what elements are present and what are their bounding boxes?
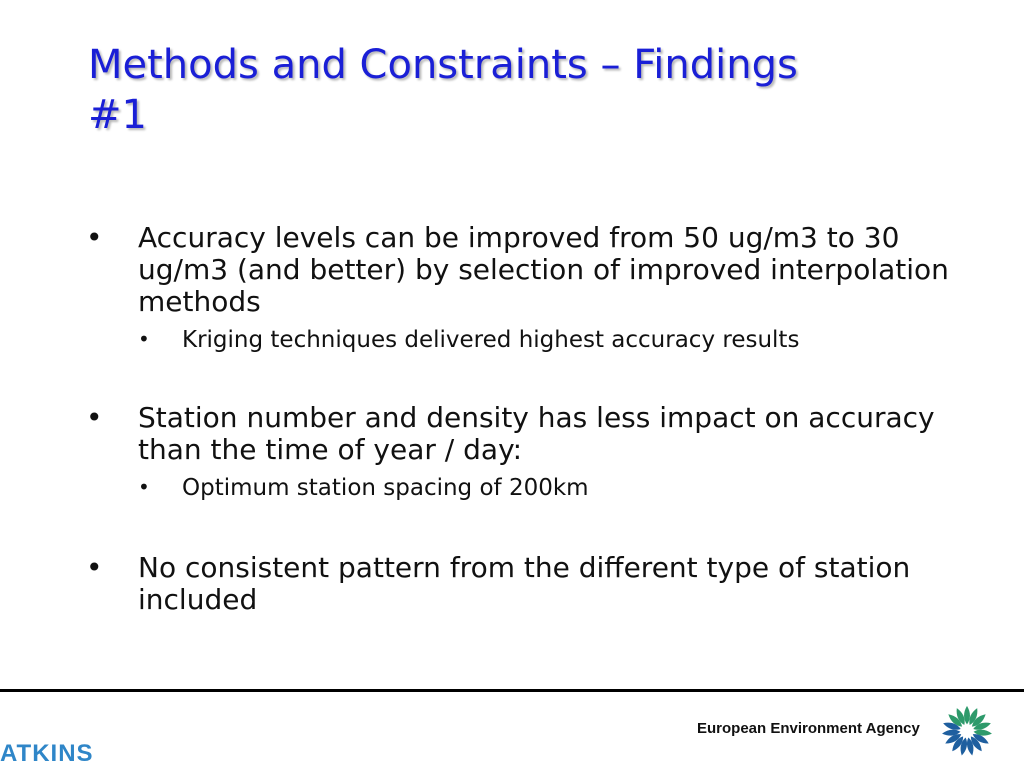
- eea-logo-petals: [942, 706, 993, 756]
- bullet-item: [80, 402, 960, 466]
- sub-bullet-icon: •: [138, 327, 150, 351]
- footer-divider: [0, 689, 1024, 692]
- slide-title-line2: #1: [88, 92, 147, 138]
- sub-bullet-text: Optimum station spacing of 200km: [182, 475, 589, 501]
- bullet-text: No consistent pattern from the different type of station included: [138, 551, 911, 616]
- bullet-icon: •: [86, 221, 103, 254]
- atkins-logo: ATKINS: [0, 740, 94, 767]
- eea-label: European Environment Agency: [697, 720, 920, 737]
- bullet-item: [80, 552, 960, 616]
- slide-title-line1: Methods and Constraints – Findings: [88, 42, 798, 88]
- sub-bullet-icon: •: [138, 475, 150, 499]
- slide-title: [88, 40, 968, 140]
- bullet-icon: •: [86, 551, 103, 584]
- sub-bullet-item: [138, 474, 960, 502]
- slide-content: [80, 222, 960, 616]
- spacer: [80, 502, 960, 552]
- sub-bullet-item: [138, 326, 960, 354]
- spacer: [80, 354, 960, 402]
- bullet-item: [80, 222, 960, 318]
- bullet-text: Station number and density has less impact on accuracy than the time of year / day:: [138, 401, 935, 466]
- eea-logo-icon: [934, 698, 1000, 764]
- sub-bullet-text: Kriging techniques delivered highest accuracy results: [182, 327, 800, 353]
- bullet-text: Accuracy levels can be improved from 50 ug/m3 to 30 ug/m3 (and better) by selection of improved interpolation methods: [138, 221, 949, 318]
- bullet-icon: •: [86, 401, 103, 434]
